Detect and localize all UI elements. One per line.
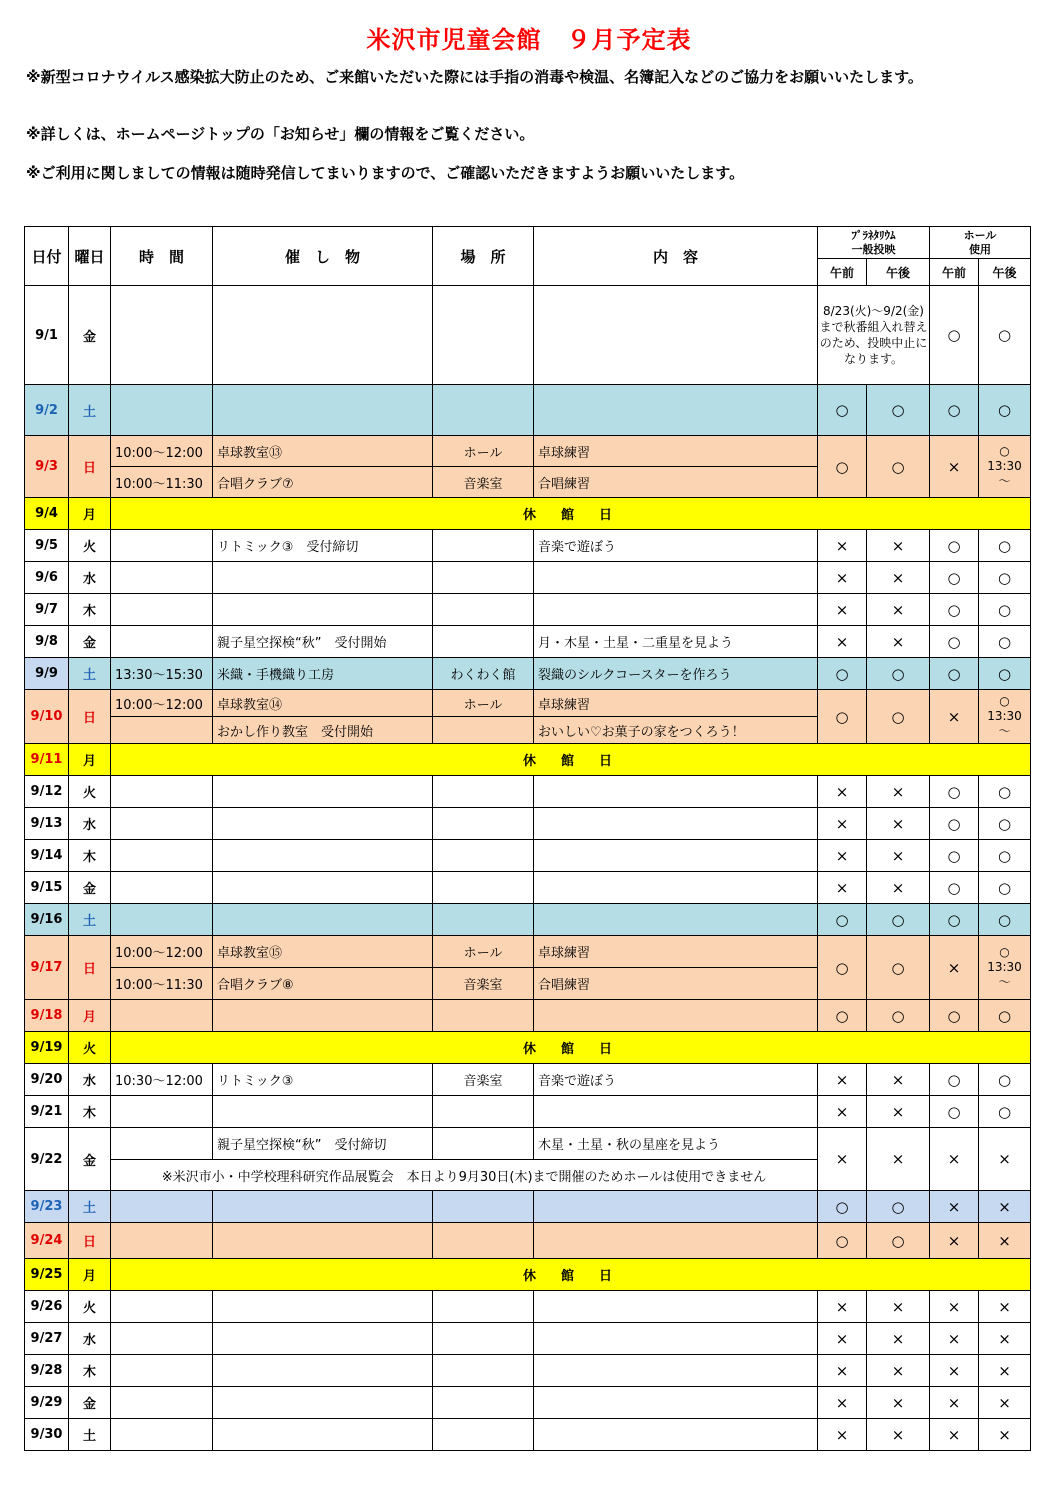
header-planetarium-am: 午前 <box>818 259 867 286</box>
dow-cell: 月 <box>69 498 111 530</box>
table-row <box>25 498 1031 530</box>
hall-pm-cell: ○ <box>979 626 1031 658</box>
planetarium-pm-cell: × <box>867 530 930 562</box>
date-cell: 9/22 <box>25 1128 69 1191</box>
dow-cell: 土 <box>69 904 111 936</box>
dow-cell: 火 <box>69 1291 111 1323</box>
content-cell: おいしい♡お菓子の家をつくろう！ <box>534 717 818 744</box>
table-row <box>25 530 1031 562</box>
table-row <box>25 808 1031 840</box>
table-row <box>25 1419 1031 1451</box>
planetarium-pm-cell: ○ <box>867 1223 930 1259</box>
date-cell: 9/2 <box>25 385 69 436</box>
planetarium-pm-cell: ○ <box>867 904 930 936</box>
dow-cell: 水 <box>69 808 111 840</box>
hall-am-cell: ○ <box>930 904 979 936</box>
dow-cell: 水 <box>69 1323 111 1355</box>
planetarium-am-cell: × <box>818 1355 867 1387</box>
hall-pm-cell: ○ 13:30 ～ <box>979 936 1031 1000</box>
planetarium-am-cell: ○ <box>818 904 867 936</box>
planetarium-am-cell: ○ <box>818 690 867 744</box>
page-title: 米沢市児童会館 ９月予定表 <box>366 26 692 54</box>
date-cell: 9/14 <box>25 840 69 872</box>
planetarium-pm-cell: × <box>867 808 930 840</box>
planetarium-am-cell: × <box>818 808 867 840</box>
table-row <box>25 1355 1031 1387</box>
hall-am-cell: ○ <box>930 776 979 808</box>
hall-am-cell: × <box>930 1291 979 1323</box>
header-time: 時 間 <box>111 227 213 286</box>
planetarium-pm-cell: ○ <box>867 936 930 1000</box>
table-row <box>25 385 1031 436</box>
dow-cell: 土 <box>69 385 111 436</box>
planetarium-am-cell: × <box>818 1291 867 1323</box>
planetarium-pm-cell: × <box>867 1323 930 1355</box>
hall-pm-cell: × <box>979 1419 1031 1451</box>
table-row <box>25 690 1031 717</box>
hall-pm-cell: ○ <box>979 776 1031 808</box>
planetarium-pm-cell: ○ <box>867 1000 930 1032</box>
time-cell: 10:00～12:00 <box>111 436 213 467</box>
dow-cell: 火 <box>69 776 111 808</box>
table-row <box>25 286 1031 385</box>
table-row <box>25 594 1031 626</box>
hall-pm-cell: ○ <box>979 594 1031 626</box>
hall-pm-cell: ○ 13:30 ～ <box>979 436 1031 498</box>
hall-pm-cell: ○ <box>979 872 1031 904</box>
planetarium-am-cell: ○ <box>818 658 867 690</box>
planetarium-pm-cell: × <box>867 1064 930 1096</box>
date-cell: 9/20 <box>25 1064 69 1096</box>
planetarium-am-cell: × <box>818 840 867 872</box>
dow-cell: 火 <box>69 530 111 562</box>
header-dow: 曜日 <box>69 227 111 286</box>
table-row <box>25 936 1031 968</box>
table-row <box>25 776 1031 808</box>
hall-am-cell: ○ <box>930 562 979 594</box>
place-cell: ホール <box>433 436 534 467</box>
table-row <box>25 1128 1031 1160</box>
dow-cell: 月 <box>69 1259 111 1291</box>
planetarium-pm-cell: ○ <box>867 1191 930 1223</box>
place-cell: ホール <box>433 690 534 717</box>
hall-am-cell: × <box>930 1387 979 1419</box>
dow-cell: 日 <box>69 1223 111 1259</box>
table-row <box>25 658 1031 690</box>
closed-day-label: 休 館 日 <box>111 744 1031 776</box>
date-cell: 9/7 <box>25 594 69 626</box>
hall-am-cell: × <box>930 1355 979 1387</box>
event-cell: おかし作り教室 受付開始 <box>213 717 433 744</box>
planetarium-pm-cell: × <box>867 840 930 872</box>
date-cell: 9/3 <box>25 436 69 498</box>
table-row <box>25 1096 1031 1128</box>
planetarium-am-cell: ○ <box>818 436 867 498</box>
closed-day-label: 休 館 日 <box>111 498 1031 530</box>
planetarium-pm-cell: × <box>867 562 930 594</box>
planetarium-am-cell: × <box>818 776 867 808</box>
dow-cell: 木 <box>69 840 111 872</box>
planetarium-pm-cell: × <box>867 1291 930 1323</box>
planetarium-pm-cell: × <box>867 594 930 626</box>
table-row <box>25 626 1031 658</box>
dow-cell: 金 <box>69 1128 111 1191</box>
notice-updates: ※ご利用に関しましての情報は随時発信してまいりますので、ご確認いただきますようお願いいたします。 <box>26 164 745 182</box>
table-row <box>25 1259 1031 1291</box>
content-cell: 裂織のシルクコースターを作ろう <box>534 658 818 690</box>
planetarium-am-cell: × <box>818 626 867 658</box>
dow-cell: 水 <box>69 562 111 594</box>
date-cell: 9/10 <box>25 690 69 744</box>
table-row <box>25 1032 1031 1064</box>
place-cell: 音楽室 <box>433 968 534 1000</box>
hall-pm-cell: ○ <box>979 562 1031 594</box>
hall-am-cell: × <box>930 1223 979 1259</box>
hall-am-cell: ○ <box>930 1000 979 1032</box>
planetarium-am-cell: ○ <box>818 936 867 1000</box>
planetarium-pm-cell: × <box>867 626 930 658</box>
event-cell: 卓球教室⑮ <box>213 936 433 968</box>
hall-am-cell: ○ <box>930 840 979 872</box>
date-cell: 9/9 <box>25 658 69 690</box>
place-cell: 音楽室 <box>433 1064 534 1096</box>
place-cell: ホール <box>433 936 534 968</box>
dow-cell: 日 <box>69 436 111 498</box>
time-cell: 13:30～15:30 <box>111 658 213 690</box>
place-cell: 音楽室 <box>433 467 534 498</box>
time-cell: 10:00～11:30 <box>111 968 213 1000</box>
planetarium-am-cell: × <box>818 1323 867 1355</box>
hall-pm-cell: ○ <box>979 385 1031 436</box>
table-row <box>25 1223 1031 1259</box>
header-planetarium-pm: 午後 <box>867 259 930 286</box>
hall-pm-cell: ○ <box>979 658 1031 690</box>
event-cell: 親子星空探検“秋” 受付締切 <box>213 1128 433 1160</box>
date-cell: 9/18 <box>25 1000 69 1032</box>
date-cell: 9/26 <box>25 1291 69 1323</box>
hall-am-cell: ○ <box>930 626 979 658</box>
planetarium-am-cell: × <box>818 562 867 594</box>
date-cell: 9/4 <box>25 498 69 530</box>
hall-am-cell: × <box>930 1323 979 1355</box>
hall-pm-cell: ○ <box>979 1096 1031 1128</box>
hall-pm-cell: × <box>979 1128 1031 1191</box>
planetarium-am-cell: × <box>818 872 867 904</box>
hall-am-cell: ○ <box>930 385 979 436</box>
dow-cell: 日 <box>69 936 111 1000</box>
date-cell: 9/1 <box>25 286 69 385</box>
time-cell: 10:00～11:30 <box>111 467 213 498</box>
planetarium-pm-cell: × <box>867 1419 930 1451</box>
planetarium-pm-cell: ○ <box>867 690 930 744</box>
hall-am-cell: × <box>930 1419 979 1451</box>
event-cell: 親子星空探検“秋” 受付開始 <box>213 626 433 658</box>
place-cell: わくわく館 <box>433 658 534 690</box>
content-cell: 卓球練習 <box>534 436 818 467</box>
hall-pm-cell: × <box>979 1223 1031 1259</box>
hall-pm-cell: ○ <box>979 1064 1031 1096</box>
date-cell: 9/15 <box>25 872 69 904</box>
event-cell: 卓球教室⑭ <box>213 690 433 717</box>
date-cell: 9/24 <box>25 1223 69 1259</box>
planetarium-am-cell: × <box>818 1096 867 1128</box>
planetarium-pm-cell: × <box>867 1355 930 1387</box>
date-cell: 9/30 <box>25 1419 69 1451</box>
table-row <box>25 562 1031 594</box>
hall-am-cell: × <box>930 1128 979 1191</box>
hall-am-cell: ○ <box>930 1064 979 1096</box>
event-cell: 米織・手機織り工房 <box>213 658 433 690</box>
dow-cell: 木 <box>69 1355 111 1387</box>
planetarium-am-cell: ○ <box>818 1000 867 1032</box>
planetarium-am-cell: × <box>818 1419 867 1451</box>
table-row <box>25 1323 1031 1355</box>
table-row <box>25 904 1031 936</box>
hall-pm-cell: ○ <box>979 286 1031 385</box>
date-cell: 9/5 <box>25 530 69 562</box>
planetarium-pm-cell: ○ <box>867 658 930 690</box>
table-row <box>25 436 1031 467</box>
hall-am-cell: ○ <box>930 658 979 690</box>
date-cell: 9/11 <box>25 744 69 776</box>
date-cell: 9/23 <box>25 1191 69 1223</box>
dow-cell: 土 <box>69 1191 111 1223</box>
header-place: 場 所 <box>433 227 534 286</box>
hall-am-cell: ○ <box>930 530 979 562</box>
closed-day-label: 休 館 日 <box>111 1032 1031 1064</box>
dow-cell: 火 <box>69 1032 111 1064</box>
date-cell: 9/28 <box>25 1355 69 1387</box>
content-cell: 合唱練習 <box>534 968 818 1000</box>
header-hall-pm: 午後 <box>979 259 1031 286</box>
hall-pm-cell: ○ <box>979 808 1031 840</box>
planetarium-pm-cell: × <box>867 872 930 904</box>
planetarium-am-cell: ○ <box>818 1223 867 1259</box>
event-cell: 合唱クラブ⑧ <box>213 968 433 1000</box>
hall-pm-cell: ○ <box>979 840 1031 872</box>
table-row <box>25 1064 1031 1096</box>
date-cell: 9/17 <box>25 936 69 1000</box>
planetarium-pm-cell: × <box>867 776 930 808</box>
planetarium-pm-cell: × <box>867 1096 930 1128</box>
time-cell: 10:00～12:00 <box>111 690 213 717</box>
hall-pm-cell: × <box>979 1323 1031 1355</box>
header-planetarium: ﾌﾟﾗﾈﾀﾘｳﾑ 一般投映 <box>818 227 930 259</box>
planetarium-am-cell: × <box>818 594 867 626</box>
hall-am-cell: × <box>930 1191 979 1223</box>
header-hall-am: 午前 <box>930 259 979 286</box>
hall-am-cell: × <box>930 436 979 498</box>
dow-cell: 木 <box>69 1096 111 1128</box>
date-cell: 9/25 <box>25 1259 69 1291</box>
header-date: 日付 <box>25 227 69 286</box>
planetarium-pm-cell: ○ <box>867 385 930 436</box>
hall-am-cell: ○ <box>930 1096 979 1128</box>
planetarium-pm-cell: × <box>867 1128 930 1191</box>
hall-pm-cell: × <box>979 1191 1031 1223</box>
planetarium-pm-cell: × <box>867 1387 930 1419</box>
notice-covid: ※新型コロナウイルス感染拡大防止のため、ご来館いただいた際には手指の消毒や検温、名簿記入などのご協力をお願いいたします。 <box>26 68 923 86</box>
dow-cell: 金 <box>69 872 111 904</box>
header-hall: ホール 使用 <box>930 227 1031 259</box>
dow-cell: 土 <box>69 1419 111 1451</box>
content-cell: 木星・土星・秋の星座を見よう <box>534 1128 818 1160</box>
time-cell: 10:00～12:00 <box>111 936 213 968</box>
table-row <box>25 1191 1031 1223</box>
hall-pm-cell: × <box>979 1355 1031 1387</box>
planetarium-am-cell: × <box>818 530 867 562</box>
closed-day-label: 休 館 日 <box>111 1259 1031 1291</box>
planetarium-am-cell: × <box>818 1387 867 1419</box>
dow-cell: 土 <box>69 658 111 690</box>
content-cell: 音楽で遊ぼう <box>534 1064 818 1096</box>
header-content: 内 容 <box>534 227 818 286</box>
dow-cell: 金 <box>69 1387 111 1419</box>
hall-pm-cell: ○ <box>979 1000 1031 1032</box>
content-cell: 合唱練習 <box>534 467 818 498</box>
dow-cell: 月 <box>69 1000 111 1032</box>
dow-cell: 金 <box>69 286 111 385</box>
dow-cell: 水 <box>69 1064 111 1096</box>
hall-am-cell: ○ <box>930 594 979 626</box>
planetarium-am-cell: ○ <box>818 1191 867 1223</box>
event-cell: リトミック③ 受付締切 <box>213 530 433 562</box>
header-event: 催 し 物 <box>213 227 433 286</box>
date-cell: 9/6 <box>25 562 69 594</box>
hall-am-cell: ○ <box>930 808 979 840</box>
notice-homepage: ※詳しくは、ホームページトップの「お知らせ」欄の情報をご覧ください。 <box>26 125 535 143</box>
table-row <box>25 872 1031 904</box>
hall-pm-cell: ○ 13:30 ～ <box>979 690 1031 744</box>
hall-pm-cell: × <box>979 1387 1031 1419</box>
content-cell: 月・木星・土星・二重星を見よう <box>534 626 818 658</box>
content-cell: 音楽で遊ぼう <box>534 530 818 562</box>
date-cell: 9/19 <box>25 1032 69 1064</box>
hall-am-cell: × <box>930 936 979 1000</box>
table-row <box>25 744 1031 776</box>
planetarium-pm-cell: ○ <box>867 436 930 498</box>
hall-am-cell: ○ <box>930 286 979 385</box>
dow-cell: 木 <box>69 594 111 626</box>
content-cell: 卓球練習 <box>534 936 818 968</box>
hall-am-cell: × <box>930 690 979 744</box>
dow-cell: 金 <box>69 626 111 658</box>
event-cell: 卓球教室⑬ <box>213 436 433 467</box>
date-cell: 9/29 <box>25 1387 69 1419</box>
exhibition-notice: ※米沢市小・中学校理科研究作品展覧会 本日より9月30日(木)まで開催のためホールは使用できません <box>111 1160 818 1191</box>
date-cell: 9/8 <box>25 626 69 658</box>
date-cell: 9/27 <box>25 1323 69 1355</box>
date-cell: 9/16 <box>25 904 69 936</box>
table-row <box>25 1000 1031 1032</box>
time-cell: 10:30～12:00 <box>111 1064 213 1096</box>
hall-pm-cell: ○ <box>979 530 1031 562</box>
table-row <box>25 1291 1031 1323</box>
schedule-table <box>24 226 1031 1451</box>
planetarium-am-cell: ○ <box>818 385 867 436</box>
planetarium-am-cell: × <box>818 1064 867 1096</box>
dow-cell: 月 <box>69 744 111 776</box>
date-cell: 9/21 <box>25 1096 69 1128</box>
hall-pm-cell: ○ <box>979 904 1031 936</box>
table-row <box>25 1387 1031 1419</box>
date-cell: 9/13 <box>25 808 69 840</box>
planetarium-notice: 8/23(火)～9/2(金)まで秋番組入れ替えのため、投映中止になります。 <box>818 286 930 385</box>
content-cell: 卓球練習 <box>534 690 818 717</box>
event-cell: 合唱クラブ⑦ <box>213 467 433 498</box>
dow-cell: 日 <box>69 690 111 744</box>
date-cell: 9/12 <box>25 776 69 808</box>
event-cell: リトミック③ <box>213 1064 433 1096</box>
table-row <box>25 840 1031 872</box>
hall-pm-cell: × <box>979 1291 1031 1323</box>
planetarium-am-cell: × <box>818 1128 867 1191</box>
hall-am-cell: ○ <box>930 872 979 904</box>
